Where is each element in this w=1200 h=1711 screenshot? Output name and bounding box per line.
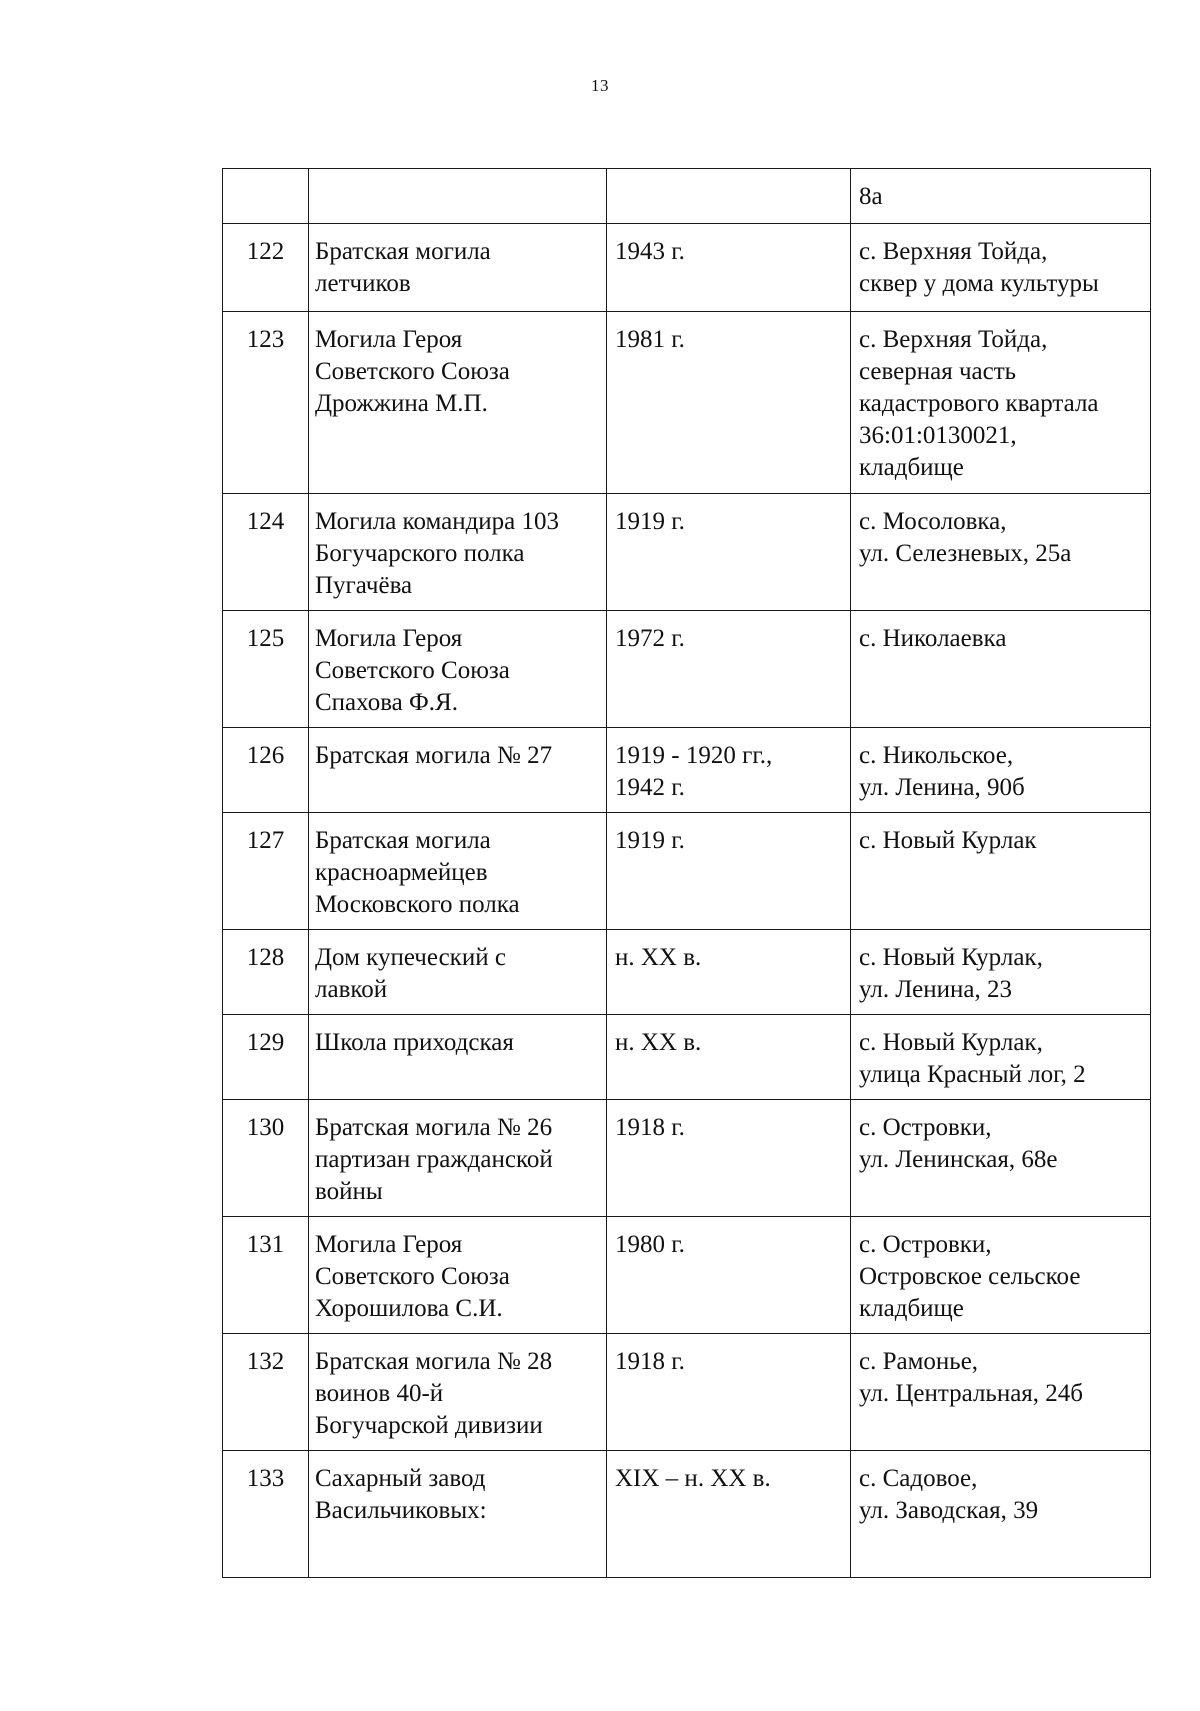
monument-address: с. Верхняя Тойда, северная часть кадастрового квартала 36:01:0130021, кладбище xyxy=(851,312,1151,494)
table-row xyxy=(223,1100,1151,1217)
monument-name: Сахарный завод Васильчиковых: xyxy=(309,1451,607,1578)
monument-address: с. Островки, ул. Ленинская, 68е xyxy=(851,1100,1151,1217)
table-row xyxy=(223,930,1151,1015)
monument-address: с. Садовое, ул. Заводская, 39 xyxy=(851,1451,1151,1578)
monument-date: 1918 г. xyxy=(607,1334,851,1451)
row-number: 125 xyxy=(223,611,309,728)
monument-address: с. Рамонье, ул. Центральная, 24б xyxy=(851,1334,1151,1451)
monument-name: Братская могила № 26 партизан гражданской войны xyxy=(309,1100,607,1217)
monument-address: 8а xyxy=(851,169,1151,224)
monument-date: н. ХХ в. xyxy=(607,930,851,1015)
table-row xyxy=(223,312,1151,494)
table-row xyxy=(223,169,1151,224)
monument-address: с. Новый Курлак xyxy=(851,813,1151,930)
monument-address: с. Мосоловка, ул. Селезневых, 25а xyxy=(851,494,1151,611)
row-number: 124 xyxy=(223,494,309,611)
row-number: 130 xyxy=(223,1100,309,1217)
table-row xyxy=(223,1217,1151,1334)
monument-address: с. Новый Курлак, улица Красный лог, 2 xyxy=(851,1015,1151,1100)
monument-address: с. Никольское, ул. Ленина, 90б xyxy=(851,728,1151,813)
monument-name xyxy=(309,169,607,224)
monument-name: Школа приходская xyxy=(309,1015,607,1100)
monument-date: 1919 - 1920 гг., 1942 г. xyxy=(607,728,851,813)
table-row xyxy=(223,1451,1151,1578)
table-row xyxy=(223,1334,1151,1451)
table-row xyxy=(223,224,1151,312)
monument-address: с. Верхняя Тойда, сквер у дома культуры xyxy=(851,224,1151,312)
row-number: 122 xyxy=(223,224,309,312)
monument-address: с. Островки, Островское сельское кладбище xyxy=(851,1217,1151,1334)
monument-name: Могила Героя Советского Союза Спахова Ф.Я. xyxy=(309,611,607,728)
monument-name: Могила Героя Советского Союза Дрожжина М.П. xyxy=(309,312,607,494)
monument-date: 1919 г. xyxy=(607,494,851,611)
monument-date: XIX – н. ХХ в. xyxy=(607,1451,851,1578)
row-number: 126 xyxy=(223,728,309,813)
monuments-table xyxy=(222,168,1151,1578)
table-row xyxy=(223,494,1151,611)
monument-name: Дом купеческий с лавкой xyxy=(309,930,607,1015)
monument-name: Могила командира 103 Богучарского полка Пугачёва xyxy=(309,494,607,611)
table-row xyxy=(223,611,1151,728)
row-number xyxy=(223,169,309,224)
row-number: 131 xyxy=(223,1217,309,1334)
monument-name: Братская могила № 28 воинов 40-й Богучарской дивизии xyxy=(309,1334,607,1451)
row-number: 129 xyxy=(223,1015,309,1100)
page-number: 13 xyxy=(591,76,609,95)
table-row xyxy=(223,1015,1151,1100)
table-row xyxy=(223,813,1151,930)
table-body xyxy=(223,169,1151,1578)
row-number: 133 xyxy=(223,1451,309,1578)
monument-date: 1981 г. xyxy=(607,312,851,494)
monument-date: 1972 г. xyxy=(607,611,851,728)
monument-name: Могила Героя Советского Союза Хорошилова С.И. xyxy=(309,1217,607,1334)
monument-name: Братская могила летчиков xyxy=(309,224,607,312)
monument-address: с. Николаевка xyxy=(851,611,1151,728)
monument-date xyxy=(607,169,851,224)
monument-date: 1919 г. xyxy=(607,813,851,930)
monument-name: Братская могила красноармейцев Московского полка xyxy=(309,813,607,930)
row-number: 127 xyxy=(223,813,309,930)
monument-date: 1943 г. xyxy=(607,224,851,312)
monument-address: с. Новый Курлак, ул. Ленина, 23 xyxy=(851,930,1151,1015)
monument-date: 1980 г. xyxy=(607,1217,851,1334)
monument-name: Братская могила № 27 xyxy=(309,728,607,813)
monument-date: 1918 г. xyxy=(607,1100,851,1217)
monument-date: н. ХХ в. xyxy=(607,1015,851,1100)
table-row xyxy=(223,728,1151,813)
row-number: 128 xyxy=(223,930,309,1015)
row-number: 132 xyxy=(223,1334,309,1451)
row-number: 123 xyxy=(223,312,309,494)
